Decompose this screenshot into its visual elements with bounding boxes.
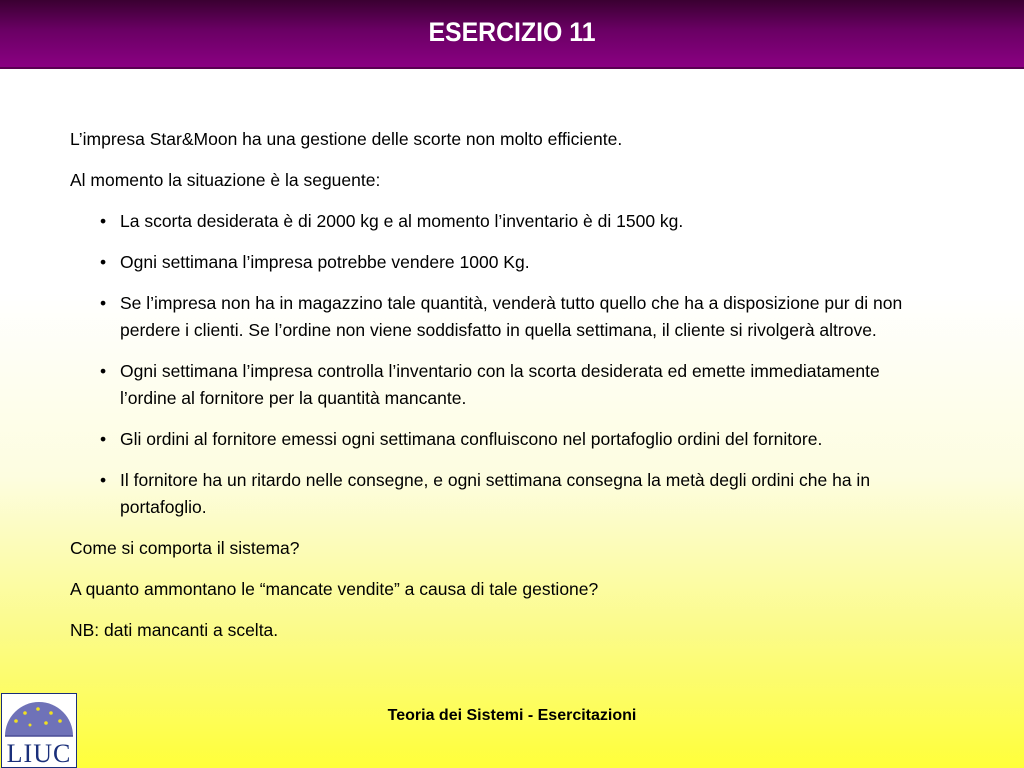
intro-line: Al momento la situazione è la seguente:: [70, 170, 381, 190]
title-bar: [0, 0, 1024, 69]
bullet-item: [70, 208, 940, 235]
footer-text: Teoria dei Sistemi - Esercitazioni: [387, 707, 637, 724]
bullet-text: Il fornitore ha un ritardo nelle consegne, e ogni settimana consegna la metà degli ordini che ha in portafoglio.: [120, 470, 871, 517]
bullet-icon: •: [100, 470, 107, 490]
bullet-list: [70, 208, 940, 521]
bullet-icon: •: [100, 429, 107, 449]
bullet-text: La scorta desiderata è di 2000 kg e al momento l’inventario è di 1500 kg.: [120, 211, 684, 231]
bullet-item: [70, 358, 940, 412]
bullet-text: Ogni settimana l’impresa controlla l’inventario con la scorta desiderata ed emette immediatamente l’ordine al fornitore per la quantità mancante.: [120, 361, 880, 408]
bullet-icon: •: [100, 211, 107, 231]
bullet-icon: •: [100, 252, 107, 272]
bullet-item: [70, 290, 940, 344]
slide-content: [70, 126, 940, 658]
liuc-logo-icon: [1, 693, 77, 768]
bullet-icon: •: [100, 293, 107, 313]
slide-title: ESERCIZIO 11: [428, 17, 596, 47]
bullet-text: Ogni settimana l’impresa potrebbe vendere 1000 Kg.: [120, 252, 530, 272]
bullet-text: Se l’impresa non ha in magazzino tale quantità, venderà tutto quello che ha a disposizione pur di non perdere i clienti. Se l’ordine non viene soddisfatto in quella settimana, il cliente si rivolgerà altrove.: [120, 293, 903, 340]
bullet-icon: •: [100, 361, 107, 381]
liuc-logo-graphic: [2, 694, 76, 767]
bullet-text: Gli ordini al fornitore emessi ogni settimana confluiscono nel portafoglio ordini del fornitore.: [120, 429, 823, 449]
logo-text: LIUC: [6, 739, 72, 767]
intro-line: L’impresa Star&Moon ha una gestione delle scorte non molto efficiente.: [70, 129, 623, 149]
closing-line: A quanto ammontano le “mancate vendite” a causa di tale gestione?: [70, 579, 599, 599]
closing-line: Come si comporta il sistema?: [70, 538, 300, 558]
bullet-item: [70, 249, 940, 276]
closing-line: NB: dati mancanti a scelta.: [70, 620, 279, 640]
bullet-item: [70, 467, 940, 521]
bullet-item: [70, 426, 940, 453]
